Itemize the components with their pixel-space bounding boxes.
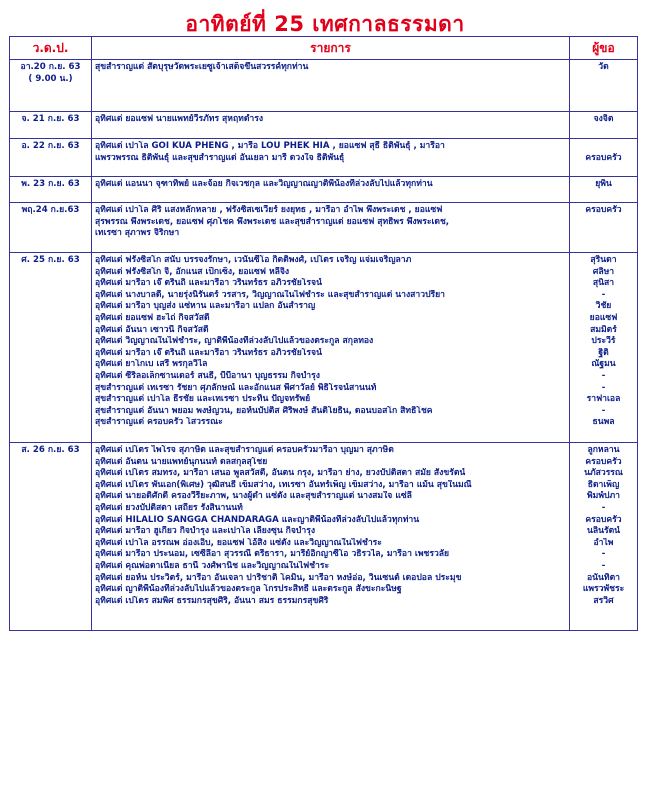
date-cell-line: ศ. 25 ก.ย. 63 — [21, 255, 80, 265]
requester-cell-line: ประวีร์ — [591, 336, 616, 347]
items-cell-line: อุทิศแด่ ยาโกเบ เสรี พรกุลวิไล — [95, 359, 208, 370]
requester-cell-line: ยอแซฟ — [589, 312, 618, 323]
requester-cell-line: ครอบครัว — [585, 456, 622, 467]
requester-cell-line: วิชัย — [595, 301, 612, 312]
requester-cell-line: - — [601, 370, 606, 381]
requester-cell-line: - — [601, 502, 606, 513]
items-cell-line: อุทิศแด่ ยอแซฟ นายแพทย์วีรภัทร สุหฤทดำรง — [95, 114, 264, 124]
header-requester: ผู้ขอ — [570, 37, 638, 60]
requester-cell-line: ครอบครัว — [585, 152, 622, 163]
date-cell — [10, 139, 92, 177]
date-cell — [10, 443, 92, 631]
table-row — [10, 177, 638, 203]
requester-cell — [570, 253, 638, 443]
items-cell-line: อุทิศแด่ เปโตร สมทรง, มารีอา เสนอ พูลสวัสดิ์, อันตน กรุง, มารีอา ย่าง, ยวงบัปติสตา สมัย สังขรัตน์ — [95, 468, 466, 479]
requester-cell-line: ณัฐมน — [591, 359, 616, 370]
requester-cell — [570, 203, 638, 253]
requester-cell-line: อำไพ — [593, 537, 614, 548]
items-cell-line: อุทิศแด่ อันตน นายแพทย์นุกนนท์ ดลสกุลสุโชย — [95, 456, 268, 467]
items-cell — [92, 60, 570, 112]
requester-cell-line: - — [601, 405, 606, 416]
requester-cell-line: - — [601, 382, 606, 393]
items-cell-line: อุทิศแด่ นายอดิศักดิ์ ครองวีรียะภาพ, นางผู้ดำ แซ่ตั๋ง และสุขสำราญแด่ นางสมใจ แซ่ลี้ — [95, 491, 412, 502]
items-cell-line: สุขสำราญแด่ เทเรซา รัชยา ศุภลักษณ์ และอักแนส พีศาวัลย์ พิธิโรจน์สานนท์ — [95, 382, 377, 393]
items-cell-line: สุขสำราญแด่ อันนา พยอม พงษ์ญวน, ยอห์นบัปติส ศิริพงษ์ สันติโยธิน, ดอนบอสโก สิทธิโชค — [95, 405, 433, 416]
items-cell-line: อุทิศแด่ มารีอา บุญส่ง แซ่หาน และมารีอา แปลก อันสำราญ — [95, 301, 316, 312]
items-cell-line: อุทิศแด่ มารีอา ฮูเกี๋ยว กิจบำรุง และเปาโล เลี่ยงซุน กิจบำรุง — [95, 526, 316, 537]
items-cell-line: สุขสำราญแด่ ครอบครัว โสวรรณะ — [95, 417, 223, 428]
items-cell-line: เทเรซา สุภาพร จิริกษา — [95, 228, 180, 239]
items-cell-line: สุขสำราญแด่ เปาโล ธีรชัย และเทเรซา ประทิน ปัญจทรัพย์ — [95, 394, 311, 405]
requester-cell-line — [573, 141, 634, 153]
requester-cell-line: ลูกหลาน — [587, 445, 620, 455]
table-row — [10, 112, 638, 139]
items-cell-line: อุทิศแด่ HILALIO SANGGA CHANDARAGA และญาติพี่น้องที่ล่วงลับไปแล้วทุกท่าน — [95, 514, 420, 525]
header-date: ว.ด.ป. — [10, 37, 92, 60]
requester-cell-line: นภัสวรรณ — [584, 468, 623, 479]
requester-cell-line: - — [601, 549, 606, 560]
items-cell — [92, 112, 570, 139]
items-cell-line: อุทิศแด่ ฟรังซิสโก จิ้, อักแนส เป็กเซ็ง, ยอแซฟ หลีจิ้ง — [95, 266, 290, 277]
items-cell-line: สุรพรรณ พึ่งพระเดช, ยอแซฟ ศุภโชค พึ่งพระเดช และสุขสำราญแด่ ยอแซฟ สุทธิพร พึ่งพระเดช, — [95, 216, 450, 227]
requester-cell-line: ธนพล — [592, 417, 615, 428]
requester-cell-line: พิมพ์ปภา — [587, 491, 620, 502]
requester-cell-line: ราฟาเอล — [586, 394, 621, 405]
items-cell — [92, 253, 570, 443]
requester-cell-line: วัด — [598, 62, 609, 72]
items-cell-line: อุทิศแด่ อันนา เซาวนี กิจสวัสดิ์ — [95, 324, 209, 335]
items-cell — [92, 443, 570, 631]
requester-cell-line: จงจิต — [593, 114, 614, 124]
page-title: อาทิตย์ที่ 25 เทศกาลธรรมดา — [185, 12, 465, 36]
requester-cell-line: อนันทิตา — [587, 572, 620, 583]
requester-cell-line: ครอบครัว — [585, 205, 622, 215]
items-cell-line: อุทิศแด่ วิญญาณในไฟชำระ, ญาติพี่น้องที่ล่วงลับไปแล้วของตระกูล สกุลทอง — [95, 336, 374, 347]
table-row — [10, 60, 638, 112]
items-cell-line: อุทิศแด่ เปาโล ศิริ แสงหลักหลาย , ฟรังซิสเซเวียร์ ยงยุทธ , มารีอา อำไพ พึ่งพระเดช , ยอแซฟ — [95, 205, 443, 215]
items-cell-line: อุทิศแด่ ยอห์น ประวิตร์, มารีอา อันเจลา ปาริชาติ โคมิน, มารีอา หงษ์อ่อ, วินเซนต์ เดอปอล ประมุข — [95, 572, 462, 583]
table-body — [10, 60, 638, 631]
requester-cell-line: นลินรัตน์ — [586, 526, 621, 537]
requester-cell — [570, 112, 638, 139]
intentions-table — [9, 36, 638, 631]
date-cell — [10, 253, 92, 443]
requester-cell-line: สุรินดา — [590, 255, 617, 265]
items-cell — [92, 203, 570, 253]
date-cell-line: พฤ.24 ก.ย.63 — [21, 205, 80, 215]
items-cell-line: อุทิศแด่ ยอแซฟ ฮะไถ่ กิจสวัสดิ์ — [95, 312, 210, 323]
items-cell-line: อุทิศแด่ มารีอา เจ๊ ตรินถิ และมารีอา วรินทร์ธร อภิวรชัยโรจน์ — [95, 278, 322, 289]
requester-cell-line: สรวิศ — [593, 595, 614, 606]
items-cell — [92, 139, 570, 177]
items-cell-line: อุทิศแด่ แอนนา จุฑาทิพย์ และจ้อย กิจเวชกุล และวิญญาณญาติพี่น้องที่ล่วงลับไปแล้วทุกท่าน — [95, 179, 433, 189]
header-items: รายการ — [92, 37, 570, 60]
requester-cell-line: - — [601, 560, 606, 571]
items-cell-line: อุทิศแด่ ซีริลอเล็กซานเดอร์ สนธิ์, บีบีอานา บุญธรรม กิจบำรุง — [95, 370, 320, 381]
date-cell-line: พ. 23 ก.ย. 63 — [21, 179, 80, 189]
requester-cell-line: สุนิสา — [592, 278, 615, 289]
table-row — [10, 253, 638, 443]
requester-cell — [570, 177, 638, 203]
table-row — [10, 443, 638, 631]
items-cell — [92, 177, 570, 203]
table-row — [10, 203, 638, 253]
date-cell — [10, 112, 92, 139]
items-cell-line: อุทิศแด่ เปาโล GOI KUA PHENG , มารีอ LOU PHEK HIA , ยอแซฟ สุธี ธิติพันธุ์ , มารีอา — [95, 141, 445, 151]
items-cell-line: อุทิศแด่ เปโตร ไพโรจ สุภาษิต และสุขสำราญแด่ ครอบครัวมารีอา บุญมา สุภาษิต — [95, 445, 394, 455]
table-row — [10, 139, 638, 177]
items-cell-line: อุทิศแด่ เปโตร สมพิศ ธรรมกรสุขศิริ, อันนา สมร ธรรมกรสุขศิริ — [95, 595, 329, 606]
requester-cell-line: ยุพิน — [595, 179, 612, 189]
items-cell-line: อุทิศแด่ ญาติพี่น้องที่ล่วงลับไปแล้วของตระกูล โกรประสิทธิ์ และตระกูล สังขะกะนิษฐ — [95, 584, 402, 595]
date-cell — [10, 60, 92, 112]
date-cell-line: ( 9.00 น.) — [28, 73, 73, 84]
items-cell-line: แพรวพรรณ ธิติพันธุ์ และสุขสำราญแด่ อันเยลา มารี ดวงใจ ธิติพันธุ์ — [95, 152, 345, 163]
requester-cell-line: ธิดาเพ็ญ — [587, 479, 620, 490]
table-header-row — [10, 37, 638, 60]
items-cell-line: สุขสำราญแด่ สัตบุรุษวัดพระเยซูเจ้าเสด็จขึ้นสวรรค์ทุกท่าน — [95, 62, 309, 72]
requester-cell-line: ฐิติ — [598, 347, 609, 358]
requester-cell-line: แพรวพัชระ — [582, 584, 625, 595]
date-cell-line: อา.20 ก.ย. 63 — [20, 62, 81, 72]
date-cell-line: ส. 26 ก.ย. 63 — [21, 445, 80, 455]
items-cell-line: อุทิศแด่ นางบาลดี, นายรุ่งนิรันดร์ วรสาร, วิญญาณในไฟชำระ และสุขสำราญแด่ นางสาวปรียา — [95, 289, 445, 300]
requester-cell-line: ศลิษา — [592, 266, 615, 277]
date-cell-line: อ. 22 ก.ย. 63 — [21, 141, 80, 151]
requester-cell — [570, 139, 638, 177]
items-cell-line: อุทิศแด่ ยวงบัปติสตา เสถียร รังสินานนท์ — [95, 502, 243, 513]
items-cell-line: อุทิศแด่ คุณพ่อดาเนียล ธานี วงศ์พานิช และวิญญาณในไฟชำระ — [95, 560, 330, 571]
requester-cell — [570, 60, 638, 112]
items-cell-line: อุทิศแด่ ฟรังซิสโก สนับ บรรจงรักษา, เวนันซีโอ กิตติพงศ์, เปโตร เจริญ แจ่มเจริญลาภ — [95, 255, 412, 265]
items-cell-line: อุทิศแด่ เปาโล อรรณพ อ่องเอิบ, ยอแซฟ โอ้สิ่ง แซ่ตั้ง และวิญญาณในไฟชำระ — [95, 537, 382, 548]
date-cell-line: จ. 21 ก.ย. 63 — [21, 114, 80, 124]
requester-cell — [570, 443, 638, 631]
items-cell-line: อุทิศแด่ มารีอา ประนอม, เซซีลีอา สุวรรณี ตรีธารา, มารีย์อิกญาซีโอ วธิรวไล, มารีอา เพชรวลัย — [95, 549, 450, 560]
requester-cell-line: ครอบครัว — [585, 514, 622, 525]
date-cell — [10, 177, 92, 203]
items-cell-line: อุทิศแด่ มารีอา เจ๊ ตรินถิ และมารีอา วรินทร์ธร อภิวรชัยโรจน์ — [95, 347, 322, 358]
items-cell-line: อุทิศแด่ เปโตร พันเอก(พิเศษ) วุฒิสนธิ์ เข็มสว่าง, เทเรซา อันทร์เพ็ญ เข็มสว่าง, มารีอา แม้น สุขในมณี — [95, 479, 472, 490]
requester-cell-line: สมมิตร์ — [590, 324, 617, 335]
date-cell — [10, 203, 92, 253]
requester-cell-line: - — [601, 289, 606, 300]
